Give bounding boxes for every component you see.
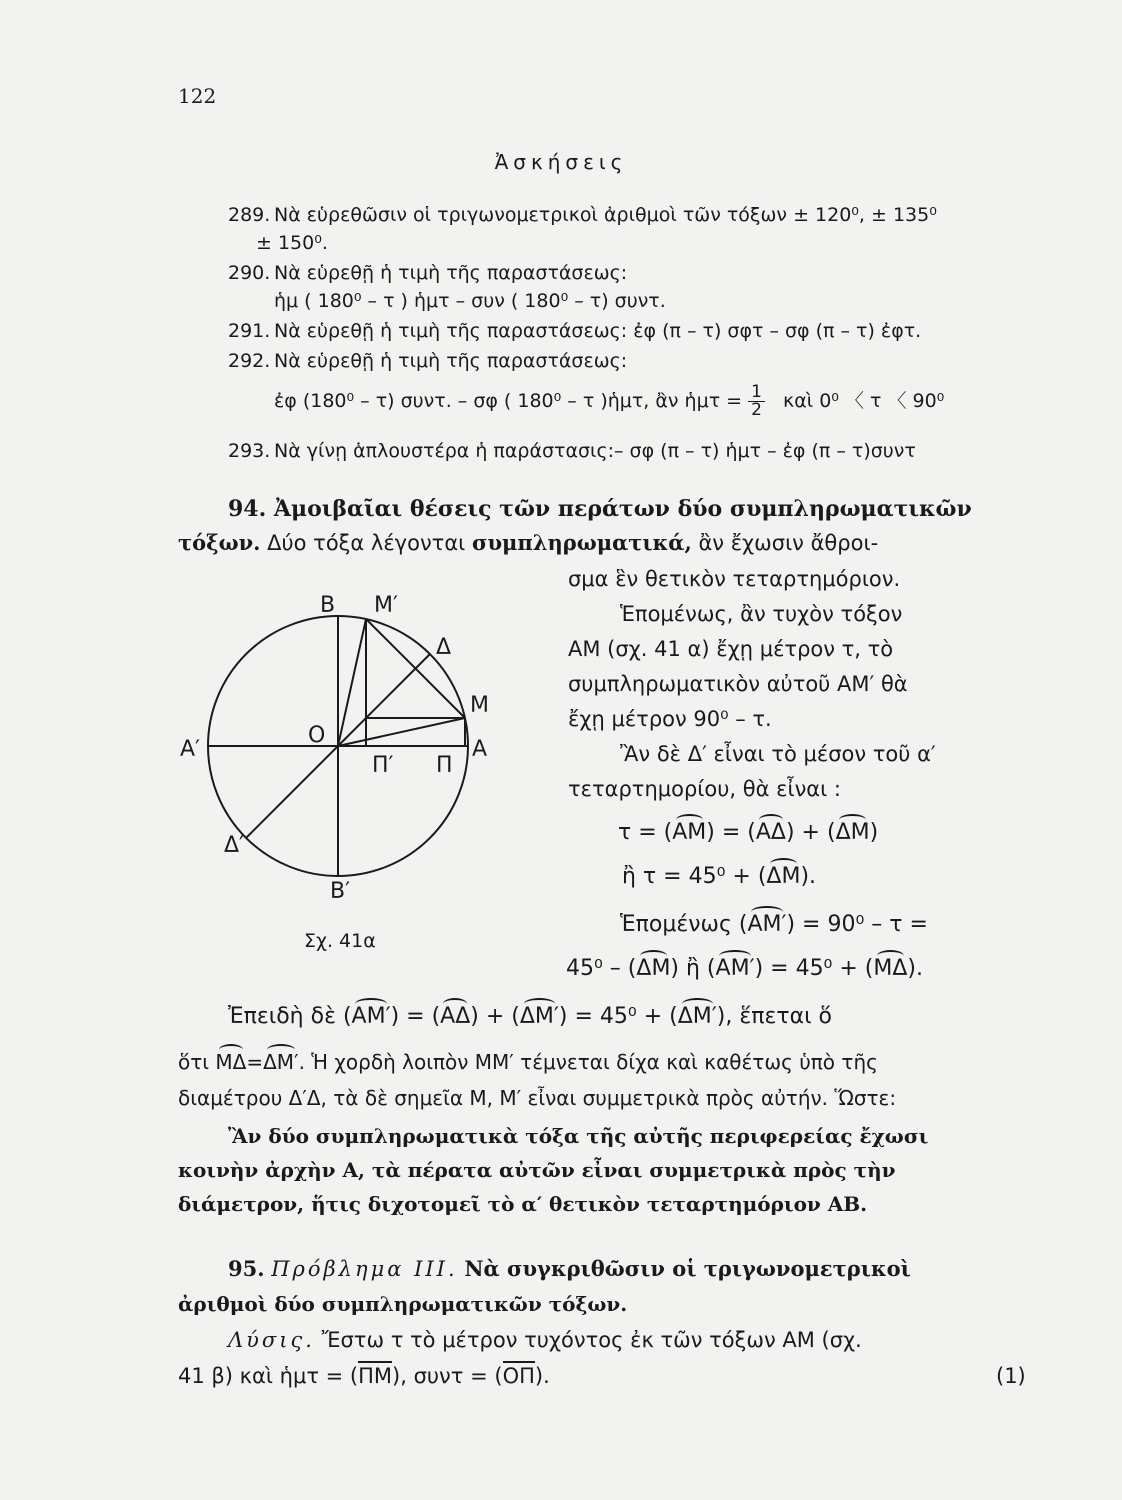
label-p: Π: [436, 753, 453, 778]
exercise-289: 289. Νὰ εὑρεθῶσιν οἱ τριγωνομετρικοὶ ἀριθμοὶ τῶν τόξων ± 120⁰, ± 135⁰: [228, 204, 937, 226]
section-94-p1-3: συμπληρωματικὸν αὐτοῦ ΑΜ′ θὰ: [568, 672, 908, 696]
exercise-289-cont: ± 150⁰.: [256, 232, 328, 254]
label-mp: Μ′: [374, 593, 398, 618]
segment-pm: ΠΜ: [358, 1361, 392, 1388]
equation-2: ἢ τ = 45⁰ + (ΔΜ).: [622, 864, 817, 889]
line-7: διαμέτρου Δ′Δ, τὰ δὲ σημεῖα Μ, Μ′ εἶναι συμμετρικὰ πρὸς αὐτήν. Ὥστε:: [178, 1086, 897, 1110]
label-ap: Α′: [180, 737, 201, 762]
radius-om: [338, 718, 465, 746]
exercise-290: 290. Νὰ εὑρεθῇ ἡ τιμὴ τῆς παραστάσεως:: [228, 262, 628, 284]
section-94-p1-5: Ἂν δὲ Δ′ εἶναι τὸ μέσον τοῦ α′: [620, 742, 936, 766]
section-94-heading: 94. Ἀμοιβαῖαι θέσεις τῶν περάτων δύο συμπληρωματικῶν: [228, 496, 972, 522]
label-pp: Π′: [372, 753, 394, 778]
page-number: 122: [178, 84, 217, 108]
section-94-line2: τόξων. Δύο τόξα λέγονται συμπληρωματικά, ἂν ἔχωσιν ἄθροι-: [178, 530, 879, 555]
label-dp: Δ′: [224, 833, 245, 858]
section-94-p1-2: ΑΜ (σχ. 41 α) ἔχῃ μέτρον τ, τὸ: [568, 637, 894, 661]
section-94-p1-4: ἔχῃ μέτρον 90⁰ – τ.: [568, 707, 772, 731]
exercises-title: Ἀσκήσεις: [494, 150, 628, 174]
figure-41a: [176, 576, 516, 916]
section-95-last-line: 41 β) καὶ ἡμτ = (ΠΜ), συντ = (ΟΠ).: [178, 1364, 550, 1388]
label-m: Μ: [470, 693, 489, 718]
figure-caption: Σχ. 41α: [304, 930, 376, 952]
segment-op: ΟΠ: [503, 1361, 535, 1388]
label-bp: Β′: [330, 879, 351, 904]
equation-1: τ = (ΑΜ) = (ΑΔ) + (ΔΜ): [618, 820, 879, 845]
label-d: Δ: [436, 635, 452, 660]
section-95-solution: Λύσις. Ἔστω τ τὸ μέτρον τυχόντος ἐκ τῶν τόξων ΑΜ (σχ.: [228, 1328, 862, 1352]
theorem-line-1: Ἂν δύο συμπληρωματικὰ τόξα τῆς αὐτῆς περιφερείας ἔχωσι: [228, 1124, 929, 1148]
label-a: Α: [472, 737, 488, 762]
equation-4: 45⁰ – (ΔΜ) ἢ (ΑΜ′) = 45⁰ + (ΜΔ).: [566, 956, 923, 981]
section-94-p1-1: Ἑπομένως, ἂν τυχὸν τόξον: [620, 602, 903, 626]
exercise-292-cont: ἐφ (180⁰ – τ) συντ. – σφ ( 180⁰ – τ )ἡμτ, ἂν ἡμτ = $\frac{1}{2}$ καὶ 0⁰ 〈 τ 〈 90⁰: [274, 382, 945, 420]
section-94-p1-6: τεταρτημορίου, θὰ εἶναι :: [568, 777, 842, 801]
section-95-heading-2: ἀριθμοὶ δύο συμπληρωματικῶν τόξων.: [178, 1292, 628, 1316]
theorem-line-2: κοινὴν ἀρχὴν Α, τὰ πέρατα αὐτῶν εἶναι συμμετρικὰ πρὸς τὴν: [178, 1158, 896, 1182]
equation-5: Ἐπειδὴ δὲ (ΑΜ′) = (ΑΔ) + (ΔΜ′) = 45⁰ + (ΔΜ′), ἕπεται ὅ: [228, 1004, 833, 1029]
exercise-293: 293. Νὰ γίνῃ ἁπλουστέρα ἡ παράστασις:– σφ (π – τ) ἡμτ – ἐφ (π – τ)συντ: [228, 440, 916, 462]
section-94-p1-0: σμα ἓν θετικὸν τεταρτημόριον.: [568, 567, 901, 591]
equation-3: Ἑπομένως (ΑΜ′) = 90⁰ – τ =: [620, 912, 928, 937]
fraction-one-half: $\frac{1}{2}$: [748, 384, 765, 419]
label-b: Β: [320, 593, 336, 618]
exercise-292: 292. Νὰ εὑρεθῇ ἡ τιμὴ τῆς παραστάσεως:: [228, 350, 628, 372]
equation-number: (1): [996, 1364, 1026, 1388]
line-6: ὅτι ΜΔ=ΔΜ′. Ἡ χορδὴ λοιπὸν ΜΜ′ τέμνεται δίχα καὶ καθέτως ὑπὸ τῆς: [178, 1050, 878, 1074]
exercise-291: 291. Νὰ εὑρεθῇ ἡ τιμὴ τῆς παραστάσεως: ἐφ (π – τ) σφτ – σφ (π – τ) ἐφτ.: [228, 320, 922, 342]
label-o: Ο: [308, 723, 326, 748]
exercise-290-cont: ἡμ ( 180⁰ – τ ) ἡμτ – συν ( 180⁰ – τ) συντ.: [274, 290, 666, 312]
section-95-heading: 95. Πρόβλημα ΙΙΙ. Νὰ συγκριθῶσιν οἱ τριγωνομετρικοὶ: [228, 1256, 911, 1281]
theorem-line-3: διάμετρον, ἥτις διχοτομεῖ τὸ α′ θετικὸν τεταρτημόριον ΑΒ.: [178, 1192, 868, 1216]
radius-omp: [338, 619, 366, 746]
